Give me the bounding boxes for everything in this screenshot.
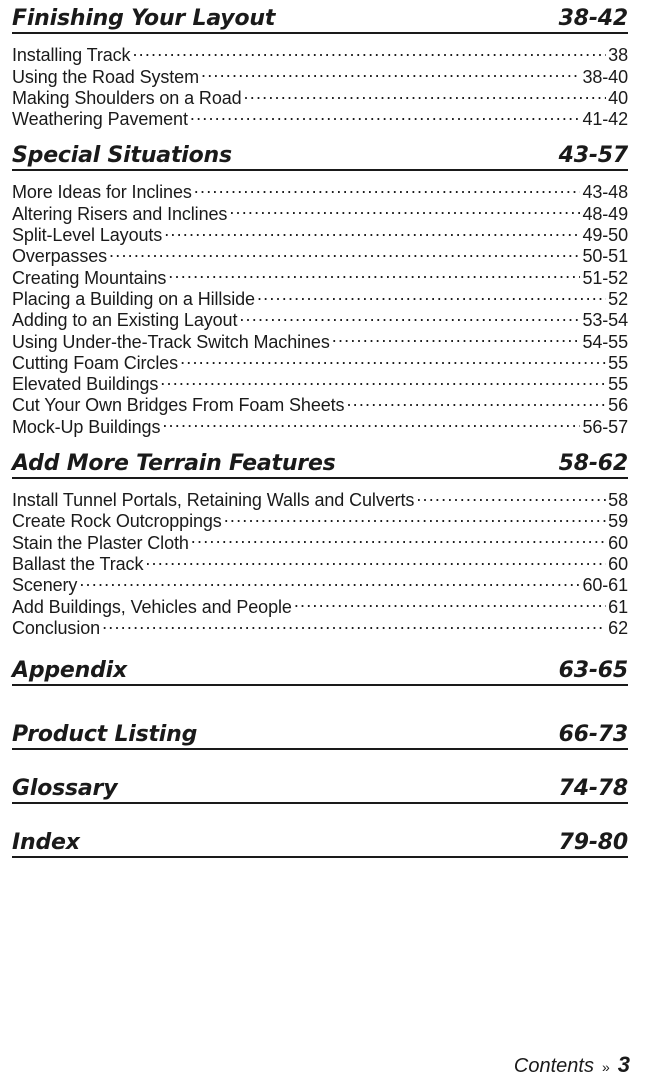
entry-title: Cutting Foam Circles	[12, 352, 179, 373]
dot-leader	[102, 613, 606, 634]
entry-page: 56-57	[582, 416, 628, 437]
dot-leader	[239, 305, 580, 326]
section-heading[interactable]	[12, 830, 628, 858]
entry-page: 62	[608, 617, 628, 638]
section-page-range: 43-57	[558, 143, 628, 169]
entry-title: Cut Your Own Bridges From Foam Sheets	[12, 395, 345, 416]
section-title: Finishing Your Layout	[12, 6, 276, 31]
entry-title: More Ideas for Inclines	[12, 182, 192, 203]
dot-leader	[416, 485, 606, 506]
toc-entry[interactable]	[12, 591, 628, 617]
dot-leader	[164, 220, 580, 241]
entry-page: 60	[608, 532, 628, 553]
entry-page: 41-42	[582, 109, 628, 130]
dot-leader	[79, 570, 580, 591]
entry-page: 54-55	[582, 331, 628, 352]
section-entry-list	[12, 40, 628, 130]
toc-entry[interactable]	[12, 613, 628, 638]
entry-title: Making Shoulders on a Road	[12, 87, 242, 108]
dot-leader	[244, 83, 607, 104]
dot-leader	[194, 177, 581, 198]
dot-leader	[132, 40, 606, 61]
entry-page: 53-54	[582, 310, 628, 331]
entry-title: Weathering Pavement	[12, 109, 188, 130]
section-page-range: 66-73	[558, 721, 628, 747]
dot-leader	[294, 591, 606, 612]
toc-entry[interactable]	[12, 40, 628, 66]
section-title: Product Listing	[12, 721, 198, 747]
dot-leader	[229, 198, 580, 219]
entry-page: 56	[608, 395, 628, 416]
entry-page: 43-48	[582, 182, 628, 203]
entry-page: 58	[608, 490, 628, 511]
entry-title: Split-Level Layouts	[12, 225, 163, 246]
page-number: 3	[617, 1052, 630, 1077]
table-of-contents	[12, 6, 628, 864]
entry-page: 55	[608, 374, 628, 395]
entry-title: Ballast the Track	[12, 553, 144, 574]
dot-leader	[109, 241, 580, 262]
section-title: Add More Terrain Features	[12, 450, 336, 476]
footer-separator: »	[601, 1059, 610, 1075]
entry-page: 60-61	[582, 575, 628, 596]
entry-title: Create Rock Outcroppings	[12, 511, 222, 532]
dot-leader	[180, 348, 606, 369]
section-page-range: 63-65	[558, 657, 628, 683]
entry-page: 55	[608, 352, 628, 373]
entry-title: Mock-Up Buildings	[12, 416, 161, 437]
entry-page: 52	[608, 288, 628, 309]
section-title: Index	[12, 829, 80, 855]
entry-title: Install Tunnel Portals, Retaining Walls and Culverts	[12, 490, 415, 511]
dot-leader	[190, 104, 581, 125]
section-title: Glossary	[12, 775, 118, 801]
entry-page: 50-51	[582, 246, 628, 267]
section-heading[interactable]	[12, 143, 628, 171]
entry-title: Placing a Building on a Hillside	[12, 288, 255, 309]
dot-leader	[191, 527, 606, 548]
entry-page: 38	[608, 45, 628, 66]
entry-title: Elevated Buildings	[12, 374, 159, 395]
entry-page: 48-49	[582, 203, 628, 224]
section-heading[interactable]	[12, 6, 628, 34]
section-heading[interactable]	[12, 451, 628, 479]
section-page-range: 58-62	[558, 450, 628, 476]
footer-label: Contents	[513, 1055, 594, 1077]
entry-page: 59	[608, 511, 628, 532]
entry-title: Conclusion	[12, 617, 101, 638]
entry-page: 38-40	[582, 66, 628, 87]
entry-title: Overpasses	[12, 246, 108, 267]
entry-title: Using Under-the-Track Switch Machines	[12, 331, 330, 352]
dot-leader	[145, 549, 606, 570]
section-heading[interactable]	[12, 658, 628, 686]
dot-leader	[332, 326, 581, 347]
entry-title: Altering Risers and Inclines	[12, 203, 228, 224]
dot-leader	[257, 284, 606, 305]
entry-title: Stain the Plaster Cloth	[12, 532, 189, 553]
dot-leader	[160, 369, 606, 390]
entry-title: Using the Road System	[12, 66, 199, 87]
entry-title: Adding to an Existing Layout	[12, 310, 238, 331]
entry-page: 49-50	[582, 225, 628, 246]
dot-leader	[168, 262, 580, 283]
section-entry-list	[12, 177, 628, 437]
section-page-range: 38-42	[558, 6, 628, 31]
page-footer	[514, 1052, 630, 1078]
dot-leader	[162, 411, 580, 432]
entry-page: 51-52	[582, 267, 628, 288]
entry-title: Installing Track	[12, 45, 131, 66]
section-title: Appendix	[12, 657, 127, 683]
section-page-range: 74-78	[558, 775, 628, 801]
entry-title: Creating Mountains	[12, 267, 167, 288]
section-heading[interactable]	[12, 722, 628, 750]
entry-page: 61	[608, 596, 628, 617]
toc-entry[interactable]	[12, 570, 628, 596]
entry-page: 40	[608, 87, 628, 108]
entry-title: Add Buildings, Vehicles and People	[12, 596, 292, 617]
section-heading[interactable]	[12, 776, 628, 804]
toc-entry[interactable]	[12, 485, 628, 511]
dot-leader	[224, 506, 606, 527]
dot-leader	[346, 390, 606, 411]
section-title: Special Situations	[12, 143, 232, 169]
dot-leader	[201, 61, 580, 82]
section-entry-list	[12, 485, 628, 638]
entry-title: Scenery	[12, 575, 78, 596]
toc-entry[interactable]	[12, 177, 628, 203]
section-page-range: 79-80	[558, 829, 628, 855]
entry-page: 60	[608, 553, 628, 574]
